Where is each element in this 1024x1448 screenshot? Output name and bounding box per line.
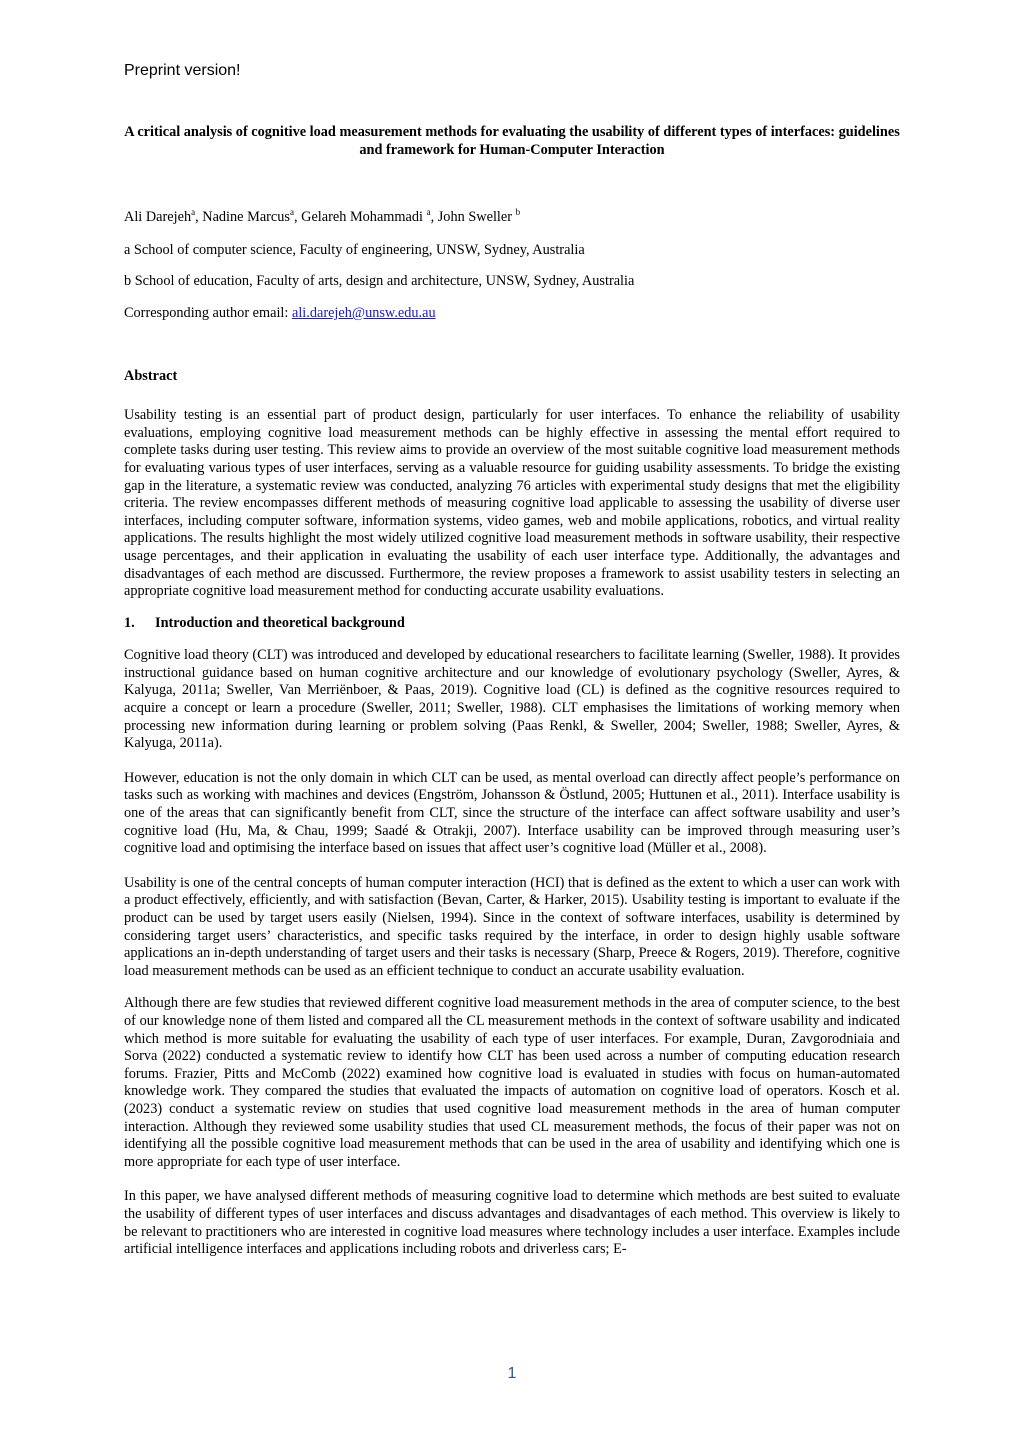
affiliation-marker: b [515, 207, 521, 218]
body-paragraph: In this paper, we have analysed different methods of measuring cognitive load to determine which methods are best suited to evaluate the usability of different types of user interfaces and discuss advantages and disadvantages of each method. This overview is likely to be relevant to practitioners who are interested in cognitive load measures where technology includes a user interface. Examples include artificial intelligence interfaces and applications including robots and driverless cars; E- [124, 1188, 900, 1258]
abstract-text: Usability testing is an essential part of product design, particularly for user interfaces. To enhance the reliability of usability evaluations, employing cognitive load measurement methods can be highly effective in assessing the mental effort required to complete tasks during user testing. This review aims to provide an overview of the most suitable cognitive load measurement methods for evaluating various types of user interfaces, serving as a valuable resource for guiding usability assessments. To bridge the existing gap in the literature, a systematic review was conducted, analyzing 76 articles with experimental study designs that met the eligibility criteria. The review encompasses different methods of measuring cognitive load applicable to assessing the usability of diverse user interfaces, including computer software, information systems, video games, web and mobile applications, robotics, and virtual reality applications. The results highlight the most widely utilized cognitive load measurement methods in software usability, their respective usage percentages, and their application in evaluating the usability of each user interface type. Additionally, the advantages and disadvantages of each method are discussed. Furthermore, the review proposes a framework to assist usability testers in selecting an appropriate cognitive load measurement method for conducting accurate usability evaluations. [124, 407, 900, 600]
body-paragraph: Cognitive load theory (CLT) was introduced and developed by educational researchers to facilitate learning (Sweller, 1988). It provides instructional guidance based on human cognitive architecture and our knowledge of evolutionary psychology (Sweller, Ayres, & Kalyuga, 2011a; Sweller, Van Merriënboer, & Paas, 2019). Cognitive load (CL) is defined as the cognitive resources required to acquire a concept or learn a procedure (Sweller, 2011; Sweller, 1988). CLT emphasises the limitations of working memory when processing new information during learning or problem solving (Paas Renkl, & Sweller, 2004; Sweller, 1988; Sweller, Ayres, & Kalyuga, 2011a). [124, 647, 900, 752]
author-list [124, 209, 900, 227]
paper-title: A critical analysis of cognitive load measurement methods for evaluating the usability of different types of interfaces: guidelines and framework for Human-Computer Interaction [124, 124, 900, 158]
corresponding-author [124, 305, 900, 323]
author-name: , John Sweller [430, 209, 516, 226]
author-name: , Nadine Marcus [195, 209, 290, 226]
page-number: 1 [507, 1365, 517, 1382]
body-paragraph: However, education is not the only domain in which CLT can be used, as mental overload can directly affect people’s performance on tasks such as working with machines and devices (Engström, Johansson & Östlund, 2005; Huttunen et al., 2011). Interface usability is one of the areas that can significantly benefit from CLT, since the structure of the interface can affect software usability and user’s cognitive load (Hu, Ma, & Chau, 1999; Saadé & Otrakji, 2007). Interface usability can be improved through measuring user’s cognitive load and optimising the interface based on issues that affect user’s cognitive load (Müller et al., 2008). [124, 769, 900, 857]
paper-content [124, 124, 900, 1259]
author-name: Ali Darejeh [124, 209, 192, 226]
abstract-heading: Abstract [124, 367, 178, 384]
affiliation-marker: a [426, 207, 431, 218]
section-heading [124, 615, 900, 633]
affiliation-marker: a [289, 207, 294, 218]
body-paragraph: Although there are few studies that reviewed different cognitive load measurement methods in the area of computer science, to the best of our knowledge none of them listed and compared all the CL measurement methods in the context of software usability and indicated which method is more suitable for evaluating the usability of each type of user interfaces. For example, Duran, Zavgorodniaia and Sorva (2022) conducted a systematic review to identify how CLT has been used across a number of computing education research forums. Frazier, Pitts and McComb (2022) examined how cognitive load is evaluated in studies with focus on human-automated knowledge work. They compared the studies that evaluated the impacts of automation on cognitive load of operators. Kosch et al. (2023) conduct a systematic review on studies that used cognitive load measurement methods in the area of human computer interaction. Although they reviewed some usability studies that used CL measurement methods, the focus of their paper was not on identifying all the possible cognitive load measurement methods that can be used in the area of usability and identifying which one is more appropriate for each type of user interface. [124, 995, 900, 1170]
corresponding-label: Corresponding author email: [124, 304, 292, 321]
body-paragraph: Usability is one of the central concepts of human computer interaction (HCI) that is defined as the extent to which a user can work with a product effectively, efficiently, and with satisfaction (Bevan, Carter, & Harker, 2015). Usability testing is important to evaluate if the product can be used by target users easily (Nielsen, 1994). Since in the context of software interfaces, usability is determined by considering target users’ characteristics, and specific tasks required by the interface, in order to design highly usable software applications an in-depth understanding of target users and their tasks is necessary (Sharp, Preece & Rogers, 2019). Therefore, cognitive load measurement methods can be used as an efficient technique to conduct an accurate usability evaluation. [124, 874, 900, 979]
section-title: Introduction and theoretical background [155, 614, 405, 631]
affiliation-a: a School of computer science, Faculty of engineering, UNSW, Sydney, Australia [124, 241, 585, 258]
section-number: 1. [124, 614, 135, 631]
affiliation-marker: a [191, 207, 196, 218]
email-link[interactable]: ali.darejeh@unsw.edu.au [291, 304, 436, 321]
preprint-note: Preprint version! [124, 62, 241, 79]
author-name: , Gelareh Mohammadi [293, 209, 427, 226]
affiliation-b: b School of education, Faculty of arts, design and architecture, UNSW, Sydney, Australia [124, 273, 635, 290]
